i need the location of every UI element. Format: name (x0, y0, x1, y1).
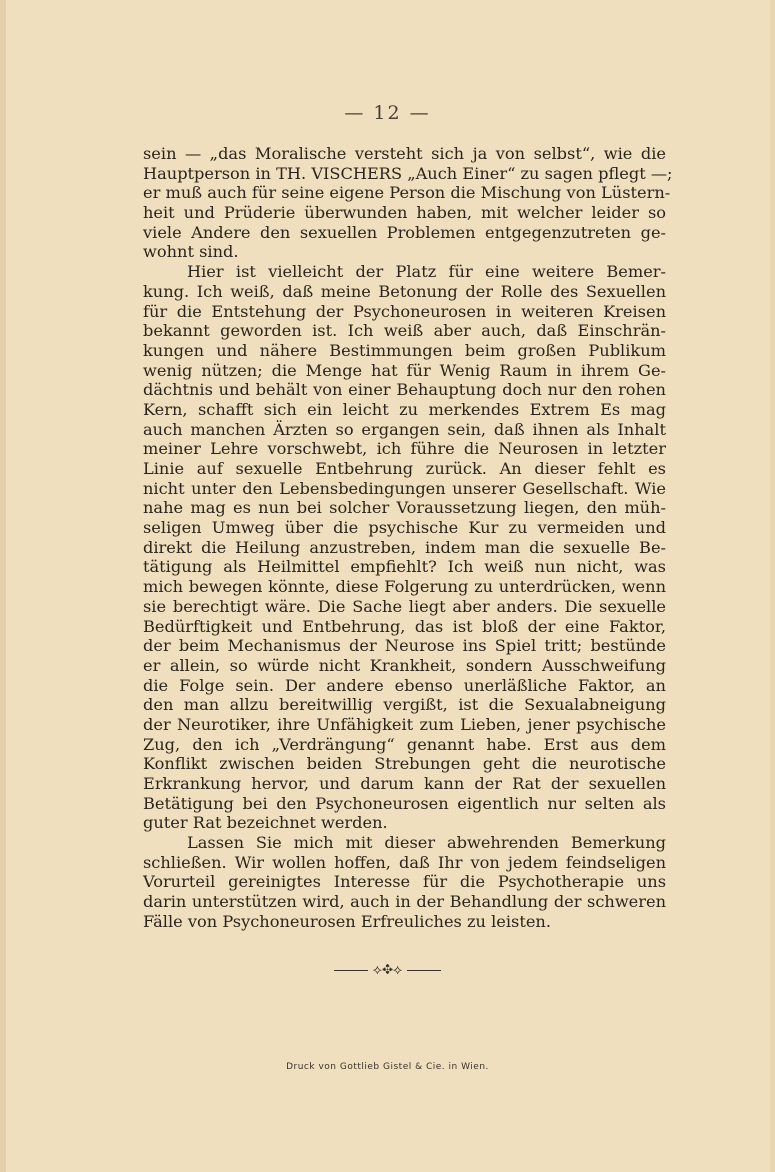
text-line: sein — „das Moralische versteht sich ja von selbst“, wie die (143, 144, 666, 163)
ornament-rule-left (334, 970, 368, 971)
text-line: heit und Prüderie überwunden haben, mit welcher leider so (143, 203, 666, 223)
text-line: er muß auch für seine eigene Person die Mischung von Lüstern- (143, 183, 671, 203)
text-line: für die Entstehung der Psychoneurosen in weiteren Kreisen (143, 301, 666, 321)
text-line: der beim Mechanismus der Neurose ins Spiel tritt; bestünde (143, 636, 666, 656)
text-line: Hier ist vielleicht der Platz für eine weitere Bemer- (187, 262, 666, 282)
text-line: guter Rat bezeichnet werden. (143, 813, 388, 833)
body-text (143, 144, 673, 932)
text-line: Lassen Sie mich mit dieser abwehrenden Bemerkung (187, 833, 666, 853)
text-line: kung. Ich weiß, daß meine Betonung der Rolle des Sexuellen (143, 281, 666, 301)
page-edge-right (770, 0, 775, 1172)
text-line: seligen Umweg über die psychische Kur zu vermeiden und (143, 518, 666, 538)
text-line: mich bewegen könnte, diese Folgerung zu unterdrücken, wenn (143, 577, 666, 597)
ornament-rule-right (407, 970, 441, 971)
printer-imprint: Druck von Gottlieb Gistel & Cie. in Wien. (286, 1062, 489, 1072)
text-line: Konflikt zwischen beiden Strebungen geht die neurotische (143, 754, 666, 774)
text-line: direkt die Heilung anzustreben, indem man die sexuelle Be- (143, 537, 666, 557)
text-line: nahe mag es nun bei solcher Voraussetzung liegen, den müh- (143, 498, 666, 518)
text-line: kungen und nähere Bestimmungen beim großen Publikum (143, 340, 666, 360)
text-line: darin unterstützen wird, auch in der Behandlung der schweren (143, 892, 666, 912)
text-line: Linie auf sexuelle Entbehrung zurück. An dieser fehlt es (143, 459, 666, 478)
text-line: Vorurteil gereinigtes Interesse für die Psychotherapie uns (143, 872, 666, 892)
end-ornament (0, 962, 775, 978)
text-line: Zug, den ich „Verdrängung“ genannt habe. Erst aus dem (143, 734, 666, 754)
page-edge-left (0, 0, 6, 1172)
text-line: schließen. Wir wollen hoffen, daß Ihr von jedem feindseligen (143, 852, 666, 872)
text-line: wenig nützen; die Menge hat für Wenig Raum in ihrem Ge- (143, 360, 666, 380)
text-line: meiner Lehre vorschwebt, ich führe die Neurosen in letzter (143, 439, 666, 459)
text-line: den man allzu bereitwillig vergißt, ist die Sexualabneigung (143, 695, 666, 715)
text-line: bekannt geworden ist. Ich weiß aber auch, daß Einschrän- (143, 321, 666, 341)
text-line: Bedürftigkeit und Entbehrung, das ist bloß der eine Faktor, (143, 616, 666, 636)
text-line: die Folge sein. Der andere ebenso unerläßliche Faktor, an (143, 675, 666, 695)
text-line: viele Andere den sexuellen Problemen entgegenzutreten ge- (143, 222, 666, 242)
text-line: er allein, so würde nicht Krankheit, sondern Ausschweifung (143, 655, 666, 675)
text-line: Kern, schafft sich ein leicht zu merkendes Extrem Es mag (143, 399, 666, 419)
text-line: tätigung als Heilmittel empfiehlt? Ich weiß nun nicht, was (143, 557, 666, 577)
text-line: Fälle von Psychoneurosen Erfreuliches zu leisten. (143, 911, 552, 931)
page-number: — 12 — (344, 102, 431, 124)
ornament-glyph: ⟡✥⟡ (372, 962, 403, 978)
text-line: sie berechtigt wäre. Die Sache liegt aber anders. Die sexuelle (143, 596, 666, 616)
text-line: dächtnis und behält von einer Behauptung doch nur den rohen (143, 380, 666, 400)
text-line: Betätigung bei den Psychoneurosen eigentlich nur selten als (143, 793, 666, 813)
text-line: Erkrankung hervor, und darum kann der Rat der sexuellen (143, 774, 666, 793)
text-line: der Neurotiker, ihre Unfähigkeit zum Lieben, jener psychische (143, 714, 666, 734)
text-line: auch manchen Ärzten so ergangen sein, daß ihnen als Inhalt (143, 419, 666, 439)
text-line: Hauptperson in TH. VISCHERS „Auch Einer“ zu sagen pflegt —; (143, 163, 673, 183)
text-line: nicht unter den Lebensbedingungen unserer Gesellschaft. Wie (143, 478, 666, 498)
text-line: wohnt sind. (143, 242, 239, 262)
